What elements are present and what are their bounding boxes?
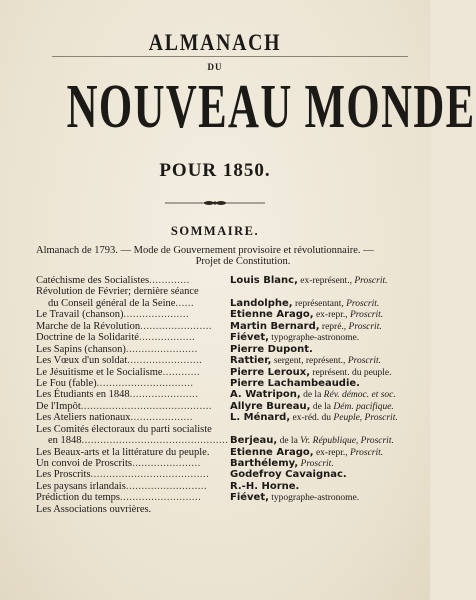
entry-title — [36, 275, 230, 286]
table-of-contents — [36, 275, 412, 515]
author-role: ex-représent., — [297, 276, 355, 286]
author-name: Fiévet, — [230, 492, 269, 504]
entry-title — [36, 298, 230, 309]
entry-title-text: Un convoi de Proscrits — [36, 458, 132, 469]
author-name: Landolphe, — [230, 297, 293, 309]
leader-dots: ....................... — [140, 320, 212, 332]
entry-title-text: Les Proscrits — [36, 469, 91, 481]
entry-title-text: en 1848 — [48, 435, 82, 447]
contents-entry — [36, 447, 412, 458]
leader-dots: .......................... — [120, 492, 202, 504]
entry-title — [36, 435, 230, 446]
leader-dots: ............................... — [96, 377, 194, 389]
entry-title — [36, 332, 230, 343]
title-nouveau-monde: NOUVEAU MONDE — [66, 73, 476, 141]
author-status: Proscrit. — [349, 447, 384, 458]
leader-dots: ........................ — [127, 355, 203, 367]
entry-title-text: du Conseil général de la Seine — [48, 297, 176, 309]
contents-entry — [36, 435, 412, 446]
author-status: Proscrit. — [300, 459, 334, 469]
sommaire-heading: SOMMAIRE. — [170, 224, 260, 238]
leader-dots: ...................... — [129, 389, 199, 401]
author-name: Allyre Bureau, — [230, 400, 311, 412]
leader-dots: .......................... — [125, 480, 208, 492]
author-role: de la — [277, 436, 301, 447]
entry-title-text: Le Jésuitisme et le Socialisme — [36, 366, 163, 378]
contents-entry — [36, 355, 412, 366]
leader-dots: .......................................... — [80, 400, 213, 412]
leader-dots: ............. — [149, 275, 190, 286]
entry-author — [230, 469, 347, 480]
entry-title — [36, 481, 230, 492]
author-status: Rév. démoc. et soc. — [323, 390, 396, 401]
entry-title-text: Prédiction du temps — [36, 492, 120, 504]
contents-entry — [36, 378, 412, 389]
author-name: Louis Blanc, — [230, 275, 298, 286]
entry-title-text: Les Comités électoraux du parti socialiste — [36, 423, 212, 435]
author-status: Proscrit. — [347, 356, 381, 367]
contents-entry — [36, 298, 412, 309]
entry-title — [36, 424, 412, 435]
entry-title-text: Le Travail (chanson) — [36, 309, 124, 321]
entry-title — [36, 401, 230, 412]
contents-entry — [36, 469, 412, 480]
entry-title-text: Les Sapins (chanson) — [36, 343, 126, 355]
author-role: de la — [310, 401, 334, 412]
contents-entry — [36, 401, 412, 412]
entry-title-text: Marche de la Révolution — [36, 320, 141, 332]
author-name: Barthélemy, — [230, 458, 299, 469]
entry-title-text: Catéchisme des Socialistes — [36, 275, 150, 286]
contents-entry — [36, 286, 412, 297]
contents-entry — [36, 424, 412, 435]
contents-entry — [36, 367, 412, 378]
entry-title-text: Les Ateliers nationaux — [36, 412, 131, 424]
leader-dots: ..................... — [123, 309, 190, 321]
author-name: Berjeau, — [230, 435, 278, 447]
top-rule — [52, 56, 408, 57]
author-role: de la — [300, 390, 324, 401]
intro-line-1: Almanach de 1793. — Mode de Gouvernement provisoire et révolutionnaire. — — [36, 245, 374, 256]
title-almanach: ALMANACH — [148, 30, 282, 55]
entry-author — [230, 378, 360, 389]
contents-entry — [36, 321, 412, 332]
entry-title-text: De l'Impôt — [36, 400, 81, 412]
entry-title — [36, 447, 230, 458]
entry-title — [36, 378, 230, 389]
author-role: représentant, — [292, 298, 347, 309]
author-status: Dém. pacifique. — [333, 401, 394, 412]
author-status: Peuple, Proscrit. — [333, 413, 398, 424]
author-name: Etienne Arago, — [230, 309, 314, 321]
author-name: Rattier, — [230, 355, 272, 367]
entry-title-text: Doctrine de la Solidarité — [36, 332, 139, 344]
author-status: Proscrit. — [354, 276, 388, 286]
leader-dots: .................... — [130, 412, 193, 424]
author-name: A. Watripon, — [230, 389, 301, 401]
title-year: POUR 1850. — [159, 160, 271, 181]
entry-title-text: Les Associations ouvrières. — [36, 503, 152, 515]
entry-title-text: Les Beaux-arts et la littérature du peuple. — [36, 446, 210, 458]
contents-entry — [36, 309, 412, 320]
author-role: ex-réd. du — [290, 413, 334, 424]
entry-title — [36, 504, 412, 515]
author-name: Fiévet, — [230, 332, 269, 344]
contents-entry — [36, 389, 412, 400]
leader-dots: ............................................... — [81, 435, 229, 447]
entry-title — [36, 321, 230, 332]
contents-entry — [36, 458, 412, 469]
author-name: R.-H. Horne. — [230, 480, 300, 492]
author-name: Martin Bernard, — [230, 320, 320, 332]
contents-entry — [36, 344, 412, 355]
author-name: Godefroy Cavaignac. — [230, 469, 347, 481]
contents-entry — [36, 481, 412, 492]
entry-title — [36, 389, 230, 400]
intro-line-2: Projet de Constitution. — [195, 256, 291, 267]
entry-title — [36, 309, 230, 320]
leader-dots: ...... — [175, 297, 195, 309]
intro-paragraph — [36, 245, 410, 267]
entry-title — [36, 412, 230, 423]
author-role: sergent, représent., — [271, 356, 348, 367]
author-role: ex-repr., — [313, 310, 350, 321]
leader-dots: ....................... — [125, 343, 198, 355]
leader-dots: ...................... — [131, 458, 201, 469]
author-role: repré., — [319, 321, 349, 332]
contents-entry — [36, 332, 412, 343]
author-name: Etienne Arago, — [230, 446, 314, 458]
entry-title — [36, 492, 230, 503]
entry-title-text: Les Étudiants en 1848 — [36, 389, 130, 401]
author-status: Proscrit. — [349, 310, 384, 321]
ornament-divider — [165, 199, 265, 207]
entry-title — [36, 344, 230, 355]
contents-entry — [36, 504, 412, 515]
entry-title — [36, 355, 230, 366]
entry-title-text: Le Fou (fable) — [36, 377, 97, 389]
author-role: typographe-astronome. — [268, 493, 360, 504]
entry-title — [36, 469, 230, 480]
author-role: représent. du peuple. — [310, 367, 392, 378]
author-status: Proscrit. — [346, 298, 380, 309]
author-status: Vr. République, Proscrit. — [300, 436, 394, 447]
leader-dots: ............ — [162, 366, 201, 378]
contents-entry — [36, 412, 412, 423]
leader-dots: .................. — [138, 332, 196, 344]
author-name: L. Ménard, — [230, 412, 291, 424]
entry-author — [230, 344, 313, 355]
contents-entry — [36, 492, 412, 503]
entry-title-text: Révolution de Février; dernière séance — [36, 286, 199, 298]
author-role: ex-repr., — [313, 447, 350, 458]
title-du: DU — [207, 62, 223, 72]
author-name: Pierre Dupont. — [230, 343, 313, 355]
entry-author — [230, 481, 299, 492]
author-role: typographe-astronome. — [268, 333, 360, 344]
leader-dots: ...................................... — [90, 469, 210, 481]
entry-title-text: Les Vœux d'un soldat — [36, 355, 128, 367]
author-status: Proscrit. — [348, 321, 382, 332]
entry-title — [36, 458, 230, 469]
entry-title — [36, 367, 230, 378]
author-name: Pierre Lachambeaudie. — [230, 377, 360, 389]
author-name: Pierre Leroux, — [230, 366, 310, 378]
contents-entry — [36, 275, 412, 286]
entry-title — [36, 286, 412, 297]
entry-title-text: Les paysans irlandais — [36, 480, 126, 492]
